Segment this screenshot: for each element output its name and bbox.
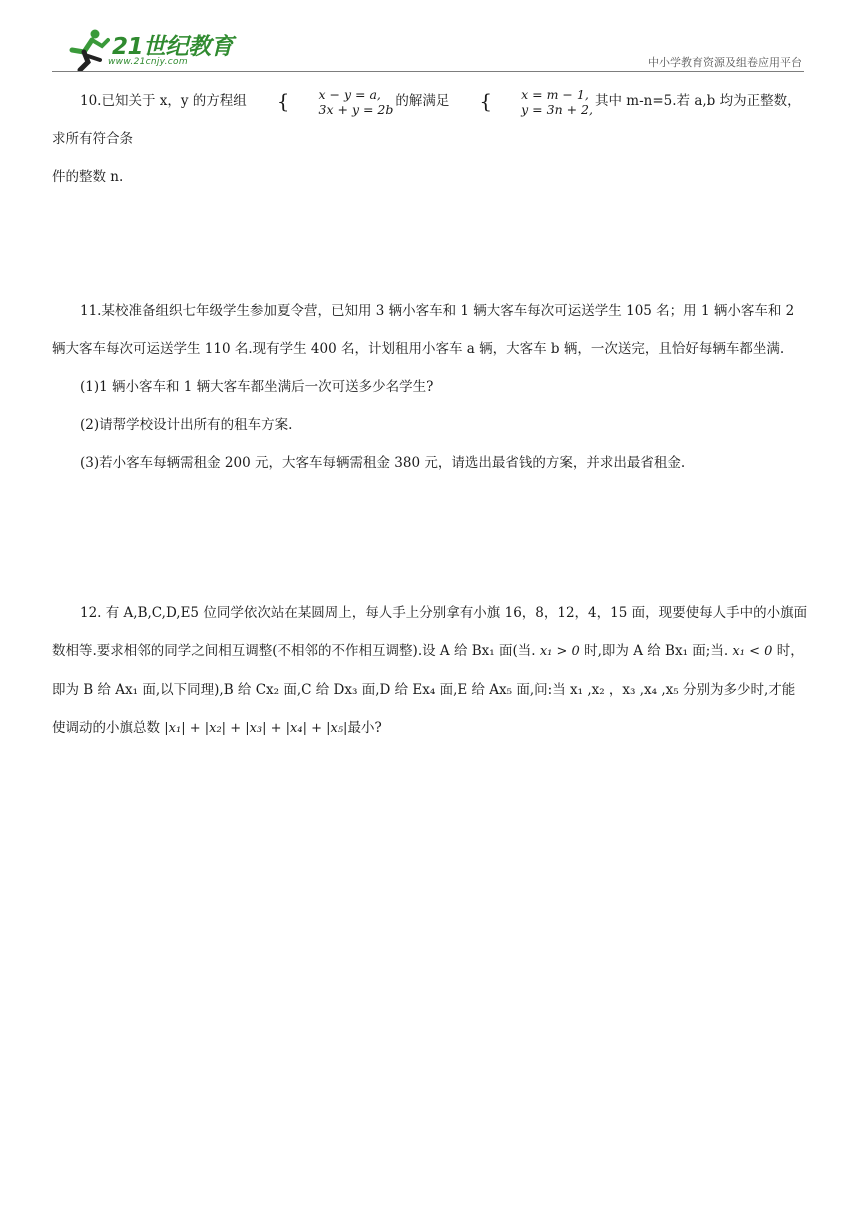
- document-body: [52, 82, 808, 748]
- q12-math1: x₁ > 0: [539, 644, 580, 659]
- q12-part4: 最小?: [347, 720, 382, 736]
- q11-sub2: (2)请帮学校设计出所有的租车方案.: [80, 417, 293, 433]
- sys1-row1: x − y = a,: [318, 86, 381, 102]
- logo-title: 21世纪教育: [112, 34, 234, 60]
- q10-line2: 件的整数 n.: [52, 169, 124, 185]
- question-10: [52, 82, 808, 196]
- header-divider: [52, 71, 804, 72]
- runner-icon: [62, 28, 110, 72]
- equation-system-2: [451, 87, 593, 117]
- q12-math3: |x₁| + |x₂| + |x₃| + |x₄| + |x₅|: [164, 721, 348, 736]
- q12-part3: 时，即为 B 给 Ax₁ 面,以下同理),B 给 Cx₂ 面,C 给 Dx₃ 面,D 给 Ex₄ 面,E 给 Ax₅ 面,问:当 x₁ ,x₂ ，x₃ ,x₄ ,x₅ 分别为多少时,才能使调动的小旗总数: [52, 643, 804, 736]
- brace-symbol: {: [479, 89, 493, 113]
- q11-sub3: (3)若小客车每辆需租金 200 元，大客车每辆需租金 380 元，请选出最省钱的方案，并求出最省租金.: [80, 455, 686, 471]
- brace-symbol: {: [276, 89, 290, 113]
- q12-part1: 12. 有 A,B,C,D,E5 位同学依次站在某圆周上，每人手上分别拿有小旗 16，8，12，4，15 面，现要使每人手中的小旗面数相等.要求相邻的同学之间相互调整(不相邻的不作相互调整).设 A 给 Bx₁ 面(当.: [52, 605, 808, 659]
- equation-system-1: [249, 87, 394, 117]
- q11-sub1: (1)1 辆小客车和 1 辆大客车都坐满后一次可送多少名学生?: [80, 379, 434, 395]
- q11-paragraph: 11.某校准备组织七年级学生参加夏令营，已知用 3 辆小客车和 1 辆大客车每次可运送学生 105 名；用 1 辆小客车和 2 辆大客车每次可运送学生 110 名.现有学生 400 名，计划租用小客车 a 辆，大客车 b 辆，一次送完，且恰好每辆车都坐满.: [52, 303, 795, 357]
- q10-middle: 的解满足: [395, 93, 450, 109]
- q10-suffix: 其中 m-n=5.若 a,b 均为正整数，求所有符合条: [52, 93, 801, 147]
- logo: [62, 28, 232, 74]
- sys2-row2: y = 3n + 2,: [521, 101, 593, 117]
- question-11: [52, 292, 808, 482]
- platform-tagline: 中小学教育资源及组卷应用平台: [648, 56, 802, 69]
- q12-math2: x₁ < 0: [732, 644, 773, 659]
- q10-prefix: 10.已知关于 x，y 的方程组: [80, 93, 247, 109]
- logo-url: www.21cnjy.com: [108, 57, 188, 67]
- sys1-row2: 3x + y = 2b: [318, 101, 394, 117]
- sys2-row1: x = m − 1,: [521, 86, 589, 102]
- q12-part2: 时,即为 A 给 Bx₁ 面;当.: [584, 643, 729, 659]
- q10-line1: [52, 82, 808, 158]
- question-12: [52, 594, 808, 748]
- page-header: [0, 0, 860, 80]
- q12-paragraph: [52, 594, 808, 748]
